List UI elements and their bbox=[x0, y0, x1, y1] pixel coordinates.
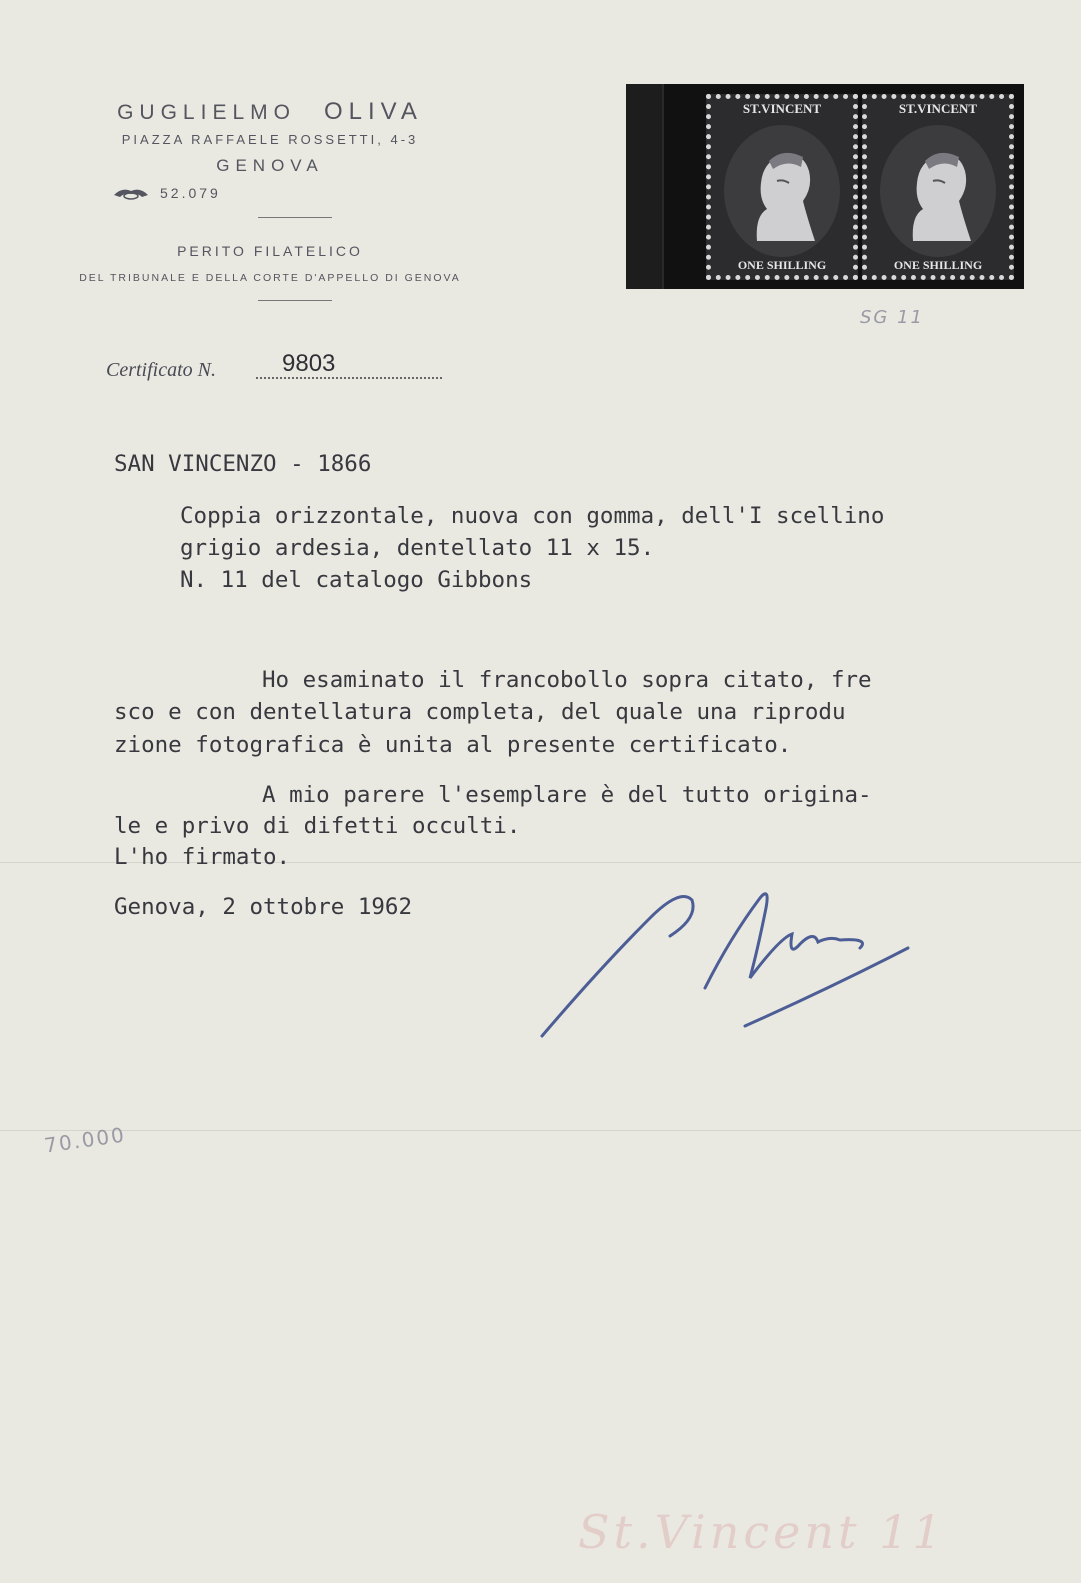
pencil-bottom-note: St.Vincent 11 bbox=[578, 1505, 946, 1559]
queen-portrait-icon bbox=[717, 121, 847, 261]
stamp-left bbox=[706, 94, 858, 280]
stamp-bottom-text: ONE SHILLING bbox=[711, 258, 853, 273]
letterhead-first-name: GUGLIELMO bbox=[117, 101, 296, 124]
pencil-note-sg: SG 11 bbox=[860, 307, 924, 328]
certificate-label: Certificato N. bbox=[106, 359, 216, 381]
telephone-icon bbox=[112, 186, 150, 203]
letterhead-phone bbox=[112, 185, 221, 203]
letterhead-court: DEL TRIBUNALE E DELLA CORTE D'APPELLO DI GENOVA bbox=[79, 272, 461, 284]
paper-fold bbox=[0, 1130, 1081, 1131]
stamp-photograph bbox=[626, 84, 1024, 289]
letterhead-role: PERITO FILATELICO bbox=[177, 243, 363, 259]
certificate-number: 9803 bbox=[282, 350, 336, 377]
letterhead-divider bbox=[258, 300, 332, 301]
letterhead-address: PIAZZA RAFFAELE ROSSETTI, 4-3 bbox=[121, 132, 419, 147]
letterhead-last-name: OLIVA bbox=[323, 98, 423, 125]
paragraph-line: Ho esaminato il francobollo sopra citato, fre bbox=[262, 667, 872, 693]
queen-portrait-icon bbox=[873, 121, 1003, 261]
stamp-bottom-text: ONE SHILLING bbox=[867, 258, 1009, 273]
stamp-top-text: ST.VINCENT bbox=[867, 101, 1009, 117]
heading: SAN VINCENZO - 1866 bbox=[114, 451, 372, 477]
paragraph-line: zione fotografica è unita al presente certificato. bbox=[114, 732, 792, 758]
date-line: Genova, 2 ottobre 1962 bbox=[114, 894, 413, 920]
paragraph-line: L'ho firmato. bbox=[114, 844, 291, 870]
description-line: grigio ardesia, dentellato 11 x 15. bbox=[180, 535, 655, 561]
stamp-top-text: ST.VINCENT bbox=[711, 101, 853, 117]
phone-number: 52.079 bbox=[160, 185, 221, 201]
paragraph-line: le e privo di difetti occulti. bbox=[114, 813, 521, 839]
paragraph-line: sco e con dentellatura completa, del quale una riprodu bbox=[114, 699, 846, 725]
letterhead-city: GENOVA bbox=[216, 156, 324, 175]
paragraph-line: A mio parere l'esemplare è del tutto origina- bbox=[262, 782, 872, 808]
signature bbox=[530, 878, 930, 1048]
pencil-price-note: 70.000 bbox=[42, 1122, 128, 1158]
stamp-right bbox=[862, 94, 1014, 280]
letterhead-name bbox=[0, 98, 540, 126]
description-line: N. 11 del catalogo Gibbons bbox=[180, 567, 533, 593]
letterhead-divider bbox=[258, 217, 332, 218]
sheet-margin bbox=[626, 84, 664, 289]
description-line: Coppia orizzontale, nuova con gomma, dell'I scellino bbox=[180, 503, 885, 529]
